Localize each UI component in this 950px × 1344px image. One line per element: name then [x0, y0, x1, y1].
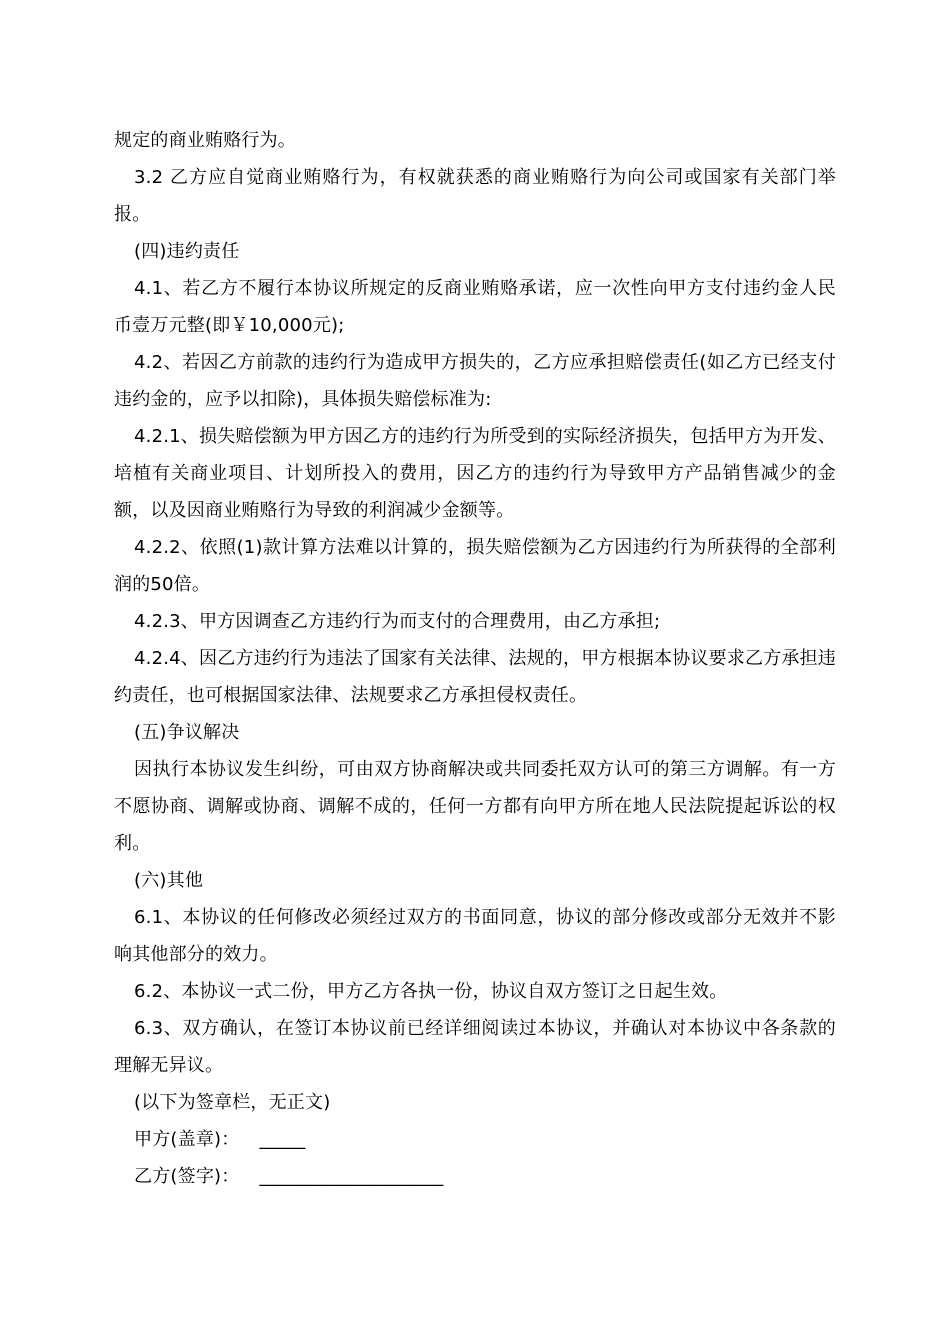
section-heading-other: (六)其他 [134, 870, 204, 891]
clause-4-2-2: 4.2.2、依照(1)款计算方法难以计算的，损失赔偿额为乙方因违约行为所获得的全部利润的50倍。 [114, 537, 836, 595]
clause-6-1: 6.1、本协议的任何修改必须经过双方的书面同意，协议的部分修改或部分无效并不影响其他部分的效力。 [114, 907, 836, 965]
paragraph-continuation: 规定的商业贿赂行为。 [114, 130, 296, 151]
signature-section-note: (以下为签章栏，无正文) [134, 1092, 331, 1113]
clause-4-2-4: 4.2.4、因乙方违约行为违法了国家有关法律、法规的，甲方根据本协议要求乙方承担违约责任，也可根据国家法律、法规要求乙方承担侵权责任。 [114, 648, 836, 706]
clause-4-2-3: 4.2.3、甲方因调查乙方违约行为而支付的合理费用，由乙方承担; [134, 611, 661, 632]
clause-6-3: 6.3、双方确认，在签订本协议前已经详细阅读过本协议，并确认对本协议中各条款的理解无异议。 [114, 1018, 836, 1076]
document-page [114, 122, 836, 1195]
clause-4-2-1: 4.2.1、损失赔偿额为甲方因乙方的违约行为所受到的实际经济损失，包括甲方为开发、培植有关商业项目、计划所投入的费用，因乙方的违约行为导致甲方产品销售减少的金额，以及因商业贿赂行为导致的利润减少金额等。 [114, 426, 836, 521]
clause-6-2: 6.2、本协议一式二份，甲方乙方各执一份，协议自双方签订之日起生效。 [134, 981, 728, 1002]
clause-3-2: 3.2 乙方应自觉商业贿赂行为，有权就获悉的商业贿赂行为向公司或国家有关部门举报。 [114, 167, 836, 225]
clause-dispute-resolution: 因执行本协议发生纠纷，可由双方协商解决或共同委托双方认可的第三方调解。有一方不愿协商、调解或协商、调解不成的，任何一方都有向甲方所在地人民法院提起诉讼的权利。 [114, 759, 836, 854]
section-heading-breach-liability: (四)违约责任 [134, 241, 240, 262]
party-a-label: 甲方(盖章)： [134, 1129, 240, 1150]
party-b-label: 乙方(签字)： [134, 1166, 240, 1187]
signature-party-a [114, 1121, 836, 1158]
party-b-signature-line: ____________________ [259, 1166, 444, 1187]
section-heading-dispute-resolution: (五)争议解决 [134, 722, 240, 743]
signature-party-b [114, 1158, 836, 1195]
party-a-signature-line: _____ [259, 1129, 306, 1150]
clause-4-2: 4.2、若因乙方前款的违约行为造成甲方损失的，乙方应承担赔偿责任(如乙方已经支付违约金的，应予以扣除)，具体损失赔偿标准为: [114, 352, 836, 410]
clause-4-1: 4.1、若乙方不履行本协议所规定的反商业贿赂承诺，应一次性向甲方支付违约金人民币壹万元整(即￥10,000元); [114, 278, 836, 336]
